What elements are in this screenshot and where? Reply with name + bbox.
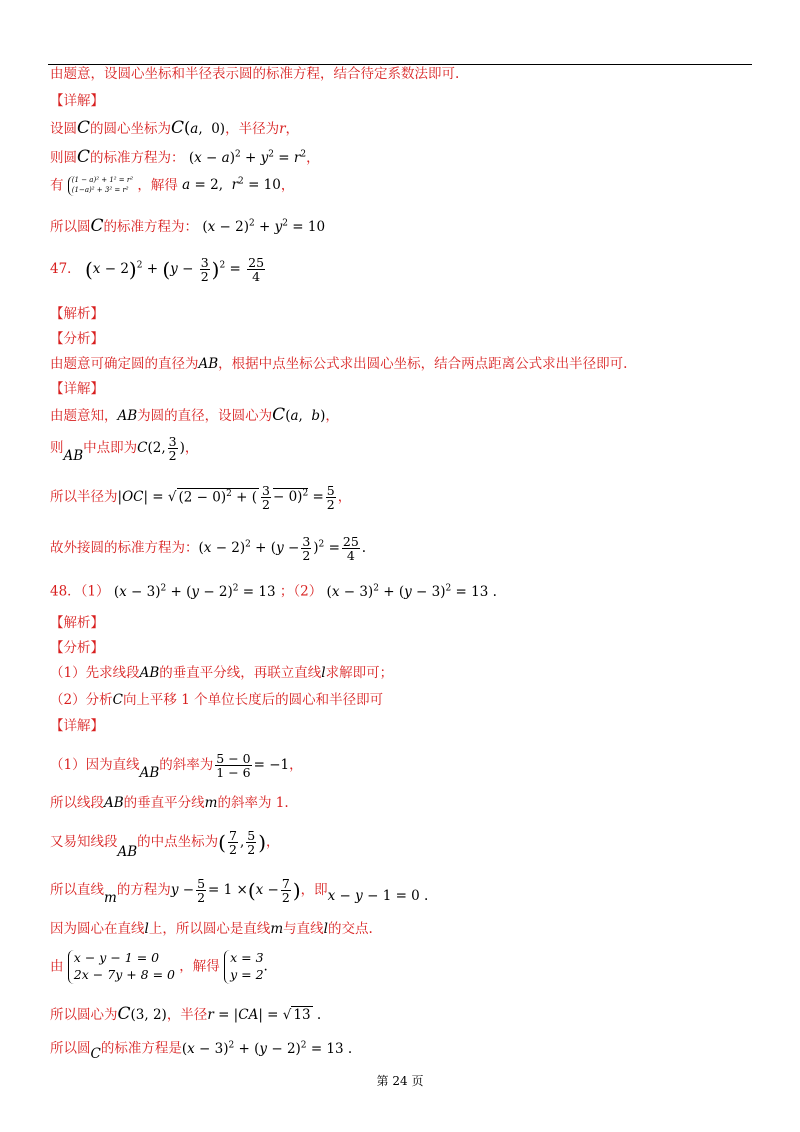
- section-heading-detail: 【详解】: [50, 93, 104, 109]
- text-line-47-analysis: 由题意可确定圆的直径为AB，根据中点坐标公式求出圆心坐标，结合两点距离公式求出半径即可.: [50, 356, 628, 372]
- text-line-47-midpoint: 则AB中点即为C(2, $\frac{3}{2}$ )，: [50, 434, 199, 465]
- problem-48-answer: 48．（1） $(x - 3)^2 + (y - 2)^2 = 13$ ；（2） $(x - 3)^2 + (y - 3)^2 = 13$ .: [50, 583, 497, 600]
- text-line-48-midpoint: 又易知线段AB的中点坐标为( $\frac{7}{2}$ , $\frac{5}{2}$ )，: [50, 828, 280, 861]
- text-line-1: 由题意，设圆心坐标和半径表示圆的标准方程，结合待定系数法即可.: [50, 66, 460, 82]
- equation-system-2: x = 3 y = 2: [224, 950, 263, 984]
- page-number: 第 24 页: [376, 1074, 424, 1088]
- text-line-48-perp: 所以线段AB的垂直平分线m的斜率为 1.: [50, 795, 289, 811]
- section-heading-analysis-47: 【解析】: [50, 306, 104, 322]
- text-line-answer-46: 所以圆C的标准方程为： $(x - 2)^2 + y^2 = 10$: [50, 216, 326, 236]
- text-line-48-intersection: 因为圆心在直线l上，所以圆心是直线m与直线l的交点.: [50, 921, 373, 937]
- text-line-48-final: 所以圆C的标准方程是$(x - 3)^2 + (y - 2)^2 = 13$ .: [50, 1040, 353, 1062]
- text-line-48-slope: （1）因为直线AB的斜率为 $\frac{5 - 0}{1 - 6}$ = −1，: [50, 751, 303, 782]
- text-line-48-system: 由 x − y − 1 = 0 2x − 7y + 8 = 0 ，解得 x = 3 y = 2 .: [50, 950, 268, 982]
- section-heading-analysis-48: 【解析】: [50, 615, 104, 631]
- section-heading-fenxi-48: 【分析】: [50, 640, 104, 656]
- text-line-set-circle: 设圆C的圆心坐标为C(a, 0)，半径为r，: [50, 118, 300, 138]
- text-line-standard-eq: 则圆C的标准方程为： $(x - a)^2 + y^2 = r^2$，: [50, 147, 320, 167]
- text-line-47-diameter: 由题意知，AB为圆的直径，设圆心为C(a, b)，: [50, 405, 339, 425]
- section-heading-detail-47: 【详解】: [50, 381, 104, 397]
- text-line-system-1: 有 (1 − a)² + 1² = r² (1−a)² + 3² = r² ，解得 a = 2, $r^2 = 10$，: [50, 176, 295, 194]
- section-heading-detail-48: 【详解】: [50, 718, 104, 734]
- top-rule: [48, 64, 752, 65]
- text-line-47-final: 故外接圆的标准方程为：$(x - 2)^2 + (y$ − $\frac{3}{2}$ )$^2$ = $\frac{25}{4}$ .: [50, 534, 367, 564]
- text-line-48-step2: （2）分析C向上平移 1 个单位长度后的圆心和半径即可: [50, 692, 384, 708]
- text-line-47-radius: 所以半径为|OC| = √ $(2 - 0)^2$ + ( $\frac{3}{2}$ − 0)$^2$ = $\frac{5}{2}$ ，: [50, 483, 352, 513]
- equation-system-tiny: (1 − a)² + 1² = r² (1−a)² + 3² = r²: [68, 176, 133, 196]
- equation-system-1: x − y − 1 = 0 2x − 7y + 8 = 0: [68, 950, 175, 984]
- text-line-48-step1: （1）先求线段AB的垂直平分线，再联立直线l求解即可；: [50, 665, 394, 681]
- text-line-48-center: 所以圆心为C(3, 2)，半径r = |CA| = √ 13 .: [50, 1004, 322, 1024]
- problem-47-answer: 47． $(x - 2)^2 + (y$ − $\frac{3}{2}$ )$^2$ = $\frac{25}{4}$: [50, 255, 265, 285]
- text-line-48-line-m: 所以直线m的方程为y − $\frac{5}{2}$ = 1 ×(x − $\frac{7}{2}$ )，即x − y − 1 = 0 .: [50, 876, 429, 907]
- section-heading-fenxi-47: 【分析】: [50, 331, 104, 347]
